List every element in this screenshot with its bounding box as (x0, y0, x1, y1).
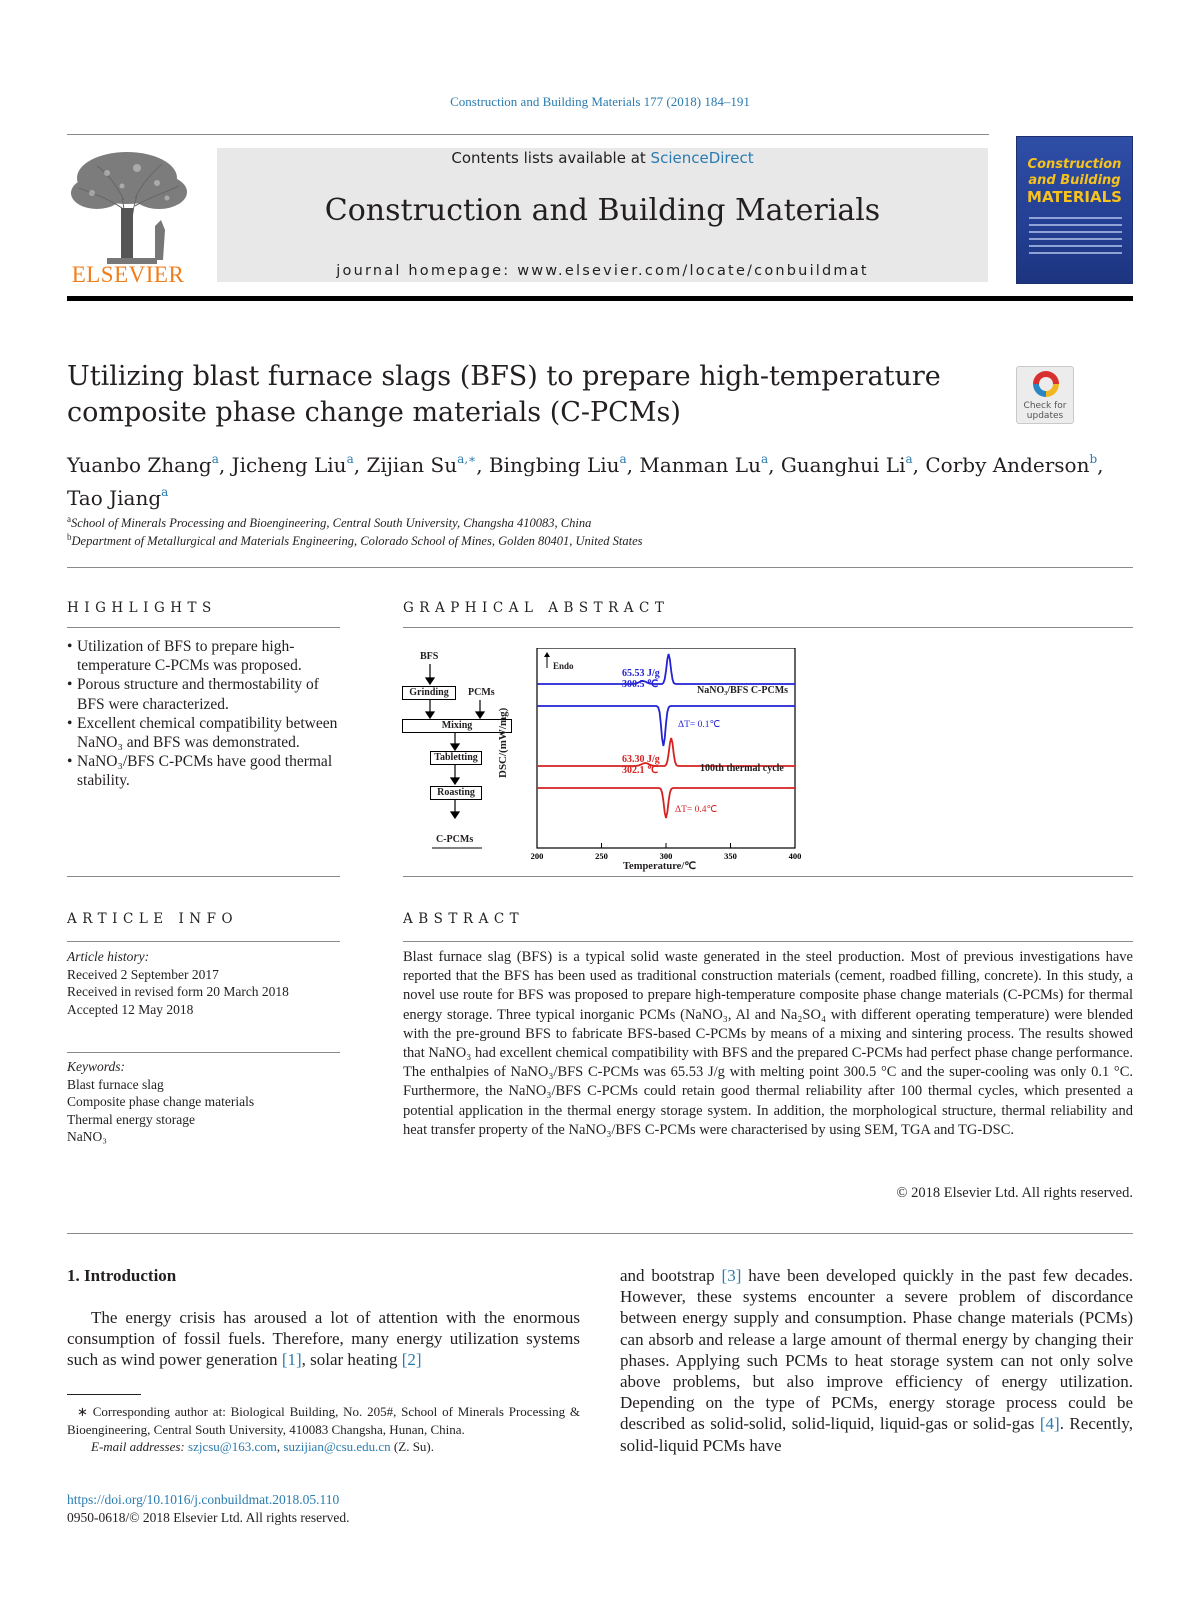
y-axis-label: DSC/(mW/mg) (497, 707, 509, 778)
abstract-heading: ABSTRACT (403, 911, 525, 927)
list-item: • Excellent chemical compatibility between NaNO₃ and BFS was demonstrated. (67, 714, 347, 752)
divider (67, 1233, 1133, 1234)
blue-temperature: 300.5 ℃ (622, 679, 659, 690)
author[interactable]: Zijian $Su^{a,∗}$ (366, 452, 477, 477)
check-for-updates-button[interactable] (1016, 366, 1074, 424)
flow-bfs: BFS (420, 651, 439, 662)
divider (403, 876, 1133, 877)
journal-name: Construction and Building Materials (324, 193, 881, 228)
flow-roasting: Roasting (430, 786, 482, 800)
sciencedirect-link[interactable]: ScienceDirect (650, 149, 754, 167)
divider (67, 941, 340, 942)
history-revised: Received in revised form 20 March 2018 (67, 984, 289, 999)
divider (67, 1052, 340, 1053)
graphical-abstract-figure[interactable] (400, 648, 820, 876)
blue-enthalpy: 65.53 J/g (622, 668, 660, 679)
cover-title (1017, 157, 1132, 205)
author[interactable]: Yuanbo Zhang$^a$ (67, 452, 219, 477)
affiliation-b: $^b$Department of Metallurgical and Materials Engineering, Colorado School of Mines, Golden 80401, United States (67, 532, 643, 549)
title-line-2: composite phase change materials (C-PCMs) (67, 397, 681, 428)
cover-line-2: and Building (1028, 173, 1121, 188)
email-link[interactable]: suzijian@csu.edu.cn (283, 1439, 391, 1454)
article-title (67, 359, 967, 431)
article-info-heading: ARTICLE INFO (67, 911, 239, 927)
title-line-1: Utilizing blast furnace slags (BFS) to prepare high-temperature (67, 361, 941, 392)
footnote-rule (67, 1394, 141, 1395)
x-tick-label: 250 (595, 851, 608, 861)
elsevier-wordmark[interactable]: ELSEVIER (71, 262, 185, 287)
x-tick-label: 300 (659, 851, 673, 861)
header-thick-rule (67, 296, 1133, 301)
red-delta-t: ΔT= 0.4℃ (675, 805, 718, 815)
doi-block (67, 1491, 349, 1526)
article-history (67, 948, 347, 1018)
contents-line (217, 149, 988, 167)
reference-link[interactable]: [2] (401, 1350, 422, 1370)
divider (403, 941, 1133, 942)
keywords-label: Keywords: (67, 1059, 125, 1074)
cover-decoration (1029, 217, 1122, 259)
flow-tabletting: Tabletting (430, 751, 482, 765)
email-addresses: E-mail addresses: szjcsu@163.com, suzijian@csu.edu.cn (Z. Su). (91, 1439, 435, 1454)
author[interactable]: Jicheng Liu$^a$ (231, 452, 354, 477)
flow-cpcms: C-PCMs (436, 834, 474, 845)
blue-series-label: NaNO₃/BFS C-PCMs (697, 685, 789, 696)
graphical-abstract-heading: GRAPHICAL ABSTRACT (403, 600, 670, 616)
journal-cover-image[interactable] (1016, 136, 1133, 284)
highlights-heading: HIGHLIGHTS (67, 600, 217, 616)
divider (403, 627, 1133, 628)
introduction-right-column: and bootstrap [3] have been developed quickly in the past few decades. However, these systems encounter a severe problem of discordance between energy supply and consumption. Phase change materials (PCMs) can absorb and release a large amount of thermal energy by changing their phases. Applying such PCMs to heat storage system can not only solve above problems, but also improve efficiency of energy utilization. Depending on the type of PCMs, energy storage process could be described as solid-solid, solid-liquid, liquid-gas or solid-gas [4]. Recently, solid-liquid PCMs have (620, 1266, 1133, 1455)
contents-prefix: Contents lists available at (451, 149, 651, 167)
introduction-left-column: The energy crisis has aroused a lot of attention with the enormous consumption of fossil fuels. Therefore, many energy utilization systems such as wind power generation [1], solar heating [2] (67, 1308, 580, 1370)
history-received: Received 2 September 2017 (67, 966, 219, 982)
doi-link[interactable]: https://doi.org/10.1016/j.conbuildmat.2018.05.110 (67, 1492, 340, 1507)
author[interactable]: Manman Lu$^a$ (639, 452, 769, 477)
author-list: Yuanbo Zhang$^a$, Jicheng Liu$^a$, Zijian $Su^{a,∗}$, Bingbing Liu$^a$, Manman Lu$^a$, Guanghui Li$^a$, Corby Anderson$^b$, Tao Jiang$^a$ (67, 452, 1104, 510)
dsc-plot (515, 648, 820, 876)
keyword: NaNO₃ (67, 1129, 107, 1144)
email-link[interactable]: szjcsu@163.com (188, 1439, 277, 1454)
affiliation-a: $^a$School of Minerals Processing and Bioengineering, Central South University, Changsha 410083, China (67, 514, 592, 531)
keyword: Thermal energy storage (67, 1111, 195, 1127)
flow-grinding: Grinding (402, 686, 456, 700)
reference-link[interactable]: [4] (1039, 1414, 1060, 1434)
abstract-copyright: © 2018 Elsevier Ltd. All rights reserved. (896, 1185, 1133, 1201)
keywords (67, 1058, 347, 1146)
x-tick-label: 400 (788, 851, 802, 861)
list-item: • Porous structure and thermostability of BFS were characterized. (67, 675, 347, 713)
list-item: • NaNO₃/BFS C-PCMs have good thermal stability. (67, 752, 347, 790)
cover-line-1: Construction (1027, 157, 1122, 172)
cover-line-3: MATERIALS (1027, 188, 1122, 206)
history-label: Article history: (67, 949, 150, 964)
list-item: • Utilization of BFS to prepare high-temperature C-PCMs was proposed. (67, 637, 347, 675)
corresponding-author-footnote (67, 1403, 580, 1456)
journal-homepage[interactable]: journal homepage: www.elsevier.com/locate/conbuildmat (336, 263, 869, 279)
x-axis-label: Temperature/℃ (623, 861, 697, 872)
introduction-heading: 1. Introduction (67, 1266, 177, 1285)
author[interactable]: Guanghui Li$^a$ (780, 452, 913, 477)
flow-pcms: PCMs (468, 687, 495, 698)
journal-reference[interactable]: Construction and Building Materials 177 (2018) 184–191 (450, 94, 750, 109)
flow-mixing: Mixing (402, 719, 512, 733)
endo-label: Endo (553, 661, 574, 671)
author[interactable]: Corby Anderson$^b$ (925, 452, 1098, 477)
reference-link[interactable]: [1] (281, 1350, 302, 1370)
blue-delta-t: ΔT= 0.1℃ (678, 720, 721, 730)
crossmark-line-2: updates (1026, 411, 1064, 421)
keyword: Composite phase change materials (67, 1094, 255, 1109)
header-rule (67, 134, 989, 135)
divider (67, 876, 340, 877)
history-accepted: Accepted 12 May 2018 (67, 1001, 194, 1017)
keyword: Blast furnace slag (67, 1076, 164, 1092)
divider (67, 627, 340, 628)
red-series-label: 100th thermal cycle (700, 763, 784, 774)
corresponding-author: ∗ Corresponding author at: Biological Building, No. 205#, School of Minerals Processing & Bioengineering, Central South University, 410083 Changsha, Hunan, China. (67, 1404, 580, 1437)
issn-line: 0950-0618/© 2018 Elsevier Ltd. All rights reserved. (67, 1509, 350, 1525)
highlights-list (67, 637, 347, 791)
red-enthalpy: 63.30 J/g (622, 754, 660, 765)
red-temperature: 302.1 ℃ (622, 765, 659, 776)
crossmark-line-1: Check for (1023, 401, 1067, 411)
divider (67, 567, 1133, 568)
x-tick-label: 350 (724, 851, 737, 861)
x-tick-label: 200 (530, 851, 544, 861)
crossmark-text (1017, 401, 1073, 421)
crossmark-icon (1033, 371, 1059, 397)
author[interactable]: Tao Jiang$^a$ (67, 485, 169, 510)
author[interactable]: Bingbing Liu$^a$ (488, 452, 627, 477)
reference-link[interactable]: [3] (721, 1266, 742, 1285)
abstract-text: Blast furnace slag (BFS) is a typical solid waste generated in the steel production. Most of previous investigations have reported that the BFS has been used as traditional construction materials (cement, roadbed filling, concrete). In this study, a novel use route for BFS was proposed to prepare high-temperature composite phase change materials (C-PCMs) for thermal energy storage. Three typical inorganic PCMs (NaNO₃, Al and Na₂SO₄ with different operating temperature) were blended with the pre-ground BFS to fabricate BFS-based C-PCMs by means of a mixing and sintering process. The results showed that NaNO₃ had excellent chemical compatibility with BFS and the prepared C-PCMs had perfect phase change performance. The enthalpies of NaNO₃/BFS C-PCMs was 65.53 J/g with melting point 300.5 °C and the super-cooling was only 0.1 °C. Furthermore, the NaNO₃/BFS C-PCMs could retain good thermal reliability after 100 thermal cycles, which presented a potential application in the thermal energy storage system. In addition, the morphological structure, thermal reliability and heat transfer property of the NaNO₃/BFS C-PCMs were characterised by using SEM, TGA and TG-DSC. (403, 949, 1133, 1138)
